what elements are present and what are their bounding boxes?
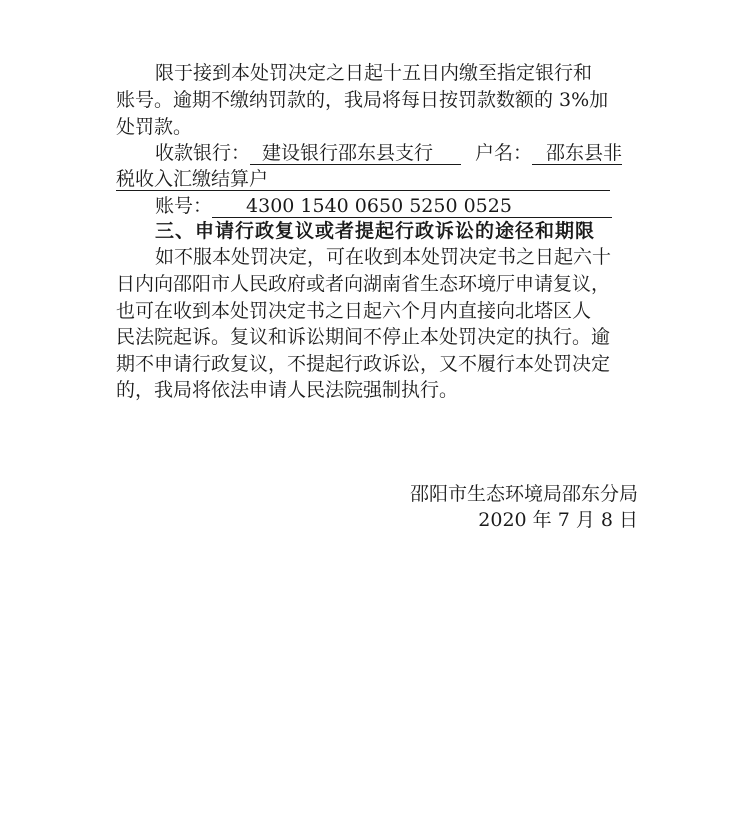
section-three-line-6: 的，我局将依法申请人民法院强制执行。 [116,379,459,401]
bank-label: 收款银行： [155,142,251,164]
penalty-text-line-3: 处罚款。 [116,116,193,138]
section-three-line-5: 期不申请行政复议，不提起行政诉讼，又不履行本处罚决定 [116,353,611,375]
account-number-value: 4300 1540 0650 5250 0525 [212,195,612,218]
account-name-line-2 [116,166,610,192]
account-name-value-part-1: 邵东县非 [532,142,622,165]
bank-value: 建设银行邵东县支行 [250,142,461,165]
signature-organization: 邵阳市生态环境局邵东分局 [409,483,638,505]
section-three-line-4: 民法院起诉。复议和诉讼期间不停止本处罚决定的执行。逾 [116,326,611,348]
penalty-text-line-1: 限于接到本处罚决定之日起十五日内缴至指定银行和 [155,62,593,84]
account-name-value-part-2: 税收入汇缴结算户 [116,168,610,191]
signature-date: 2020 年 7 月 8 日 [478,509,638,531]
account-number-label: 账号： [155,195,213,217]
penalty-text-line-2: 账号。逾期不缴纳罚款的，我局将每日按罚款数额的 3%加 [116,89,609,111]
section-three-line-2: 日内向邵阳市人民政府或者向湖南省生态环境厅申请复议， [116,273,611,295]
section-three-line-1: 如不服本处罚决定，可在收到本处罚决定书之日起六十 [155,246,612,268]
account-name-label: 户名： [475,142,533,164]
section-three-heading: 三、申请行政复议或者提起行政诉讼的途径和期限 [155,220,596,242]
section-three-line-3: 也可在收到本处罚决定书之日起六个月内直接向北塔区人 [116,300,592,322]
bank-info-line [155,140,622,166]
account-number-line [155,193,612,219]
